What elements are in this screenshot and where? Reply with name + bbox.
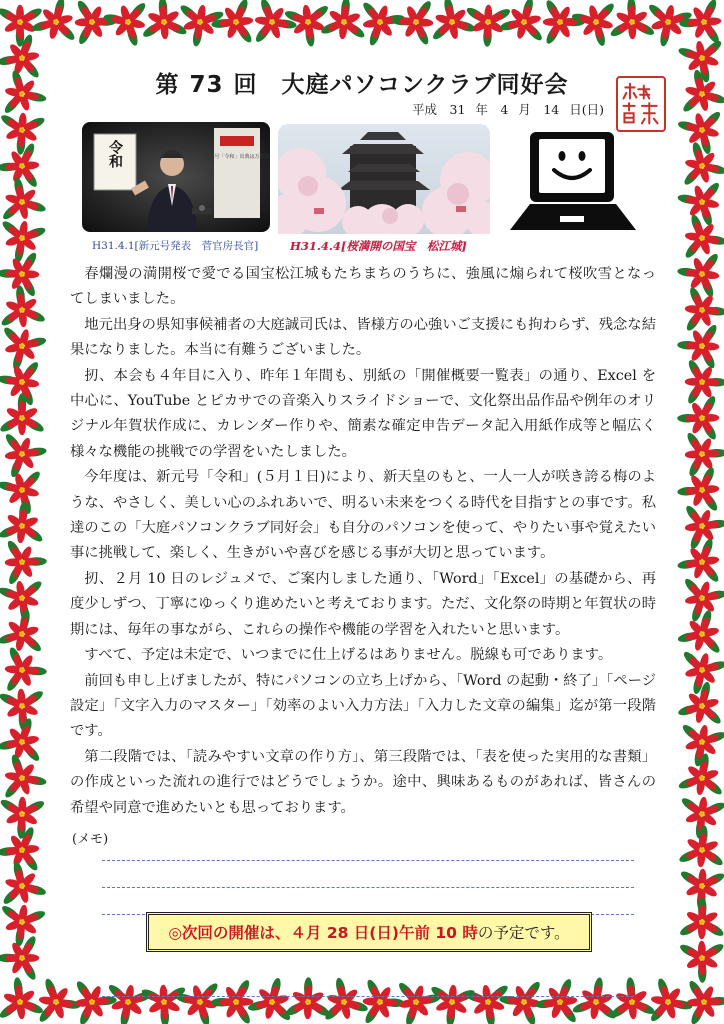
poinsettia-flower [677,868,724,912]
poinsettia-flower [73,976,119,1024]
poinsettia-flower [0,713,56,776]
poinsettia-flower [673,312,724,373]
paragraph: 今年度は、新元号「令和」(５月１日)により、新天皇のもと、一人一人が咲き誇る梅のような、やさしく、美しい心のふれあいで、明るい未来をつくる時代を目指すとの事です。私達のこの「大庭パソコンクラブ同好会」も自分のパソコンを使って、やりたい事や覚えたい事に挑戦して、楽しく、生きがいや喜びを感じる事が大切と思っています。 [70,469,656,562]
poinsettia-flower [316,0,378,56]
poinsettia-flower [0,207,53,266]
poinsettia-flower [390,0,435,47]
poinsettia-flower [668,210,724,272]
poinsettia-flower [0,5,44,47]
poinsettia-flower [676,750,724,799]
poinsettia-flower [25,970,84,1024]
poinsettia-flower [674,530,724,586]
poinsettia-flower [0,141,41,191]
poinsettia-flower [598,973,659,1024]
paragraph: 春爛漫の満開桜で愛でる国宝松江城もたちまちのうちに、強風に煽られて桜吹雪となってしまいました。 [70,266,656,308]
poinsettia-flower [686,977,724,1024]
poinsettia-flower [673,647,724,700]
notice-suffix: の予定です。 [477,924,570,942]
photo1-caption: H31.4.1[新元号発表 菅官房長官] [92,240,259,252]
memo-line [102,887,634,888]
poinsettia-flower [0,606,46,664]
poinsettia-flower [675,465,721,516]
photo2-caption: H31.4.4[桜満開の国宝 松江城] [290,239,467,253]
memo-line [102,996,634,997]
poinsettia-flower [347,975,409,1024]
poinsettia-flower [674,178,724,233]
poinsettia-flower [0,111,47,156]
poinsettia-flower [0,637,51,695]
poinsettia-flower [675,248,722,300]
poinsettia-flower [673,96,724,159]
notice-prefix: ◎次回の開催は、 [168,924,291,942]
poinsettia-flower [100,981,154,1024]
poinsettia-flower [0,902,48,950]
paragraph: 地元出身の県知事候補者の大庭誠司氏は、皆様方の心強いご支援にも拘わらず、残念な結果になりました。本当に有難うございました。 [70,316,656,359]
poinsettia-flower [673,605,724,668]
poinsettia-flower [462,0,521,51]
poinsettia-flower [670,428,724,487]
poinsettia-flower [566,0,618,49]
title-prefix: 第 [155,72,180,98]
poinsettia-flower [424,0,479,44]
poinsettia-flower [0,859,52,916]
poinsettia-flower [280,0,342,51]
paragraph: 第二段階では、「読みやすい文章の作り方」、第三段階では、「表を使った実用的な書類」の作成といった流れの進行ではどうでしょうか。途中、興味あるものがあれば、皆さんの希望や同意で進めたいとも思っております。 [70,748,656,816]
issue-date: 平成 31 年 4 月 14 日(日) [412,102,604,117]
poinsettia-flower [669,925,724,987]
memo-line [102,860,634,861]
poinsettia-flower [26,0,79,51]
svg-text:令和: 令和 [107,140,123,168]
poinsettia-flower [4,538,48,587]
poinsettia-flower [675,0,724,56]
poinsettia-flower [681,570,724,624]
next-meeting-notice [146,912,592,952]
poinsettia-flower [673,391,724,451]
smiling-laptop-icon [506,126,640,238]
poinsettia-flower [532,970,592,1024]
poinsettia-flower [0,934,39,981]
poinsettia-flower [284,977,332,1020]
poinsettia-flower [426,970,484,1024]
poinsettia-flower [608,0,657,40]
poinsettia-flower [0,281,50,344]
poinsettia-flower [0,577,49,627]
poinsettia-flower [644,0,698,50]
poinsettia-flower [674,821,724,884]
title-suffix: 回 大庭パソコンクラブ同好会 [233,72,569,98]
poinsettia-flower [0,781,49,843]
poinsettia-flower [242,975,295,1024]
poinsettia-flower [173,1,227,51]
paragraph: すべて、予定は未定で、いつまでに仕上げるはありません。脱線も可であります。 [84,647,613,664]
poinsettia-flower [684,358,724,406]
notice-date: ４月 28 日(日)午前 10 時 [290,924,478,942]
poinsettia-flower [0,673,56,736]
poinsettia-flower [0,750,51,812]
poinsettia-flower [462,981,515,1024]
poinsettia-flower [59,0,121,49]
poinsettia-flower [669,893,724,955]
paragraph: 前回も申し上げましたが、特にパソコンの立ち上げから、「Word の起動・終了」「ページ設定」「文字入力のマスター」「効率のよい入力方法」「入力した文章の編集」迄が第一段階です。 [70,672,656,740]
poinsettia-flower [677,783,724,843]
poinsettia-flower [638,971,696,1024]
poinsettia-flower [527,0,589,55]
poinsettia-flower [0,429,50,486]
paragraph: 扨、本会も４年目に入り、昨年１年間も、別紙の「開催概要一覧表」の通り、Excel を中心に、YouTube とピカサでの音楽入りスライドショーで、文化祭出品作品や例年のオリジナル年賀状作成に、カレンダー作りや、簡素な確定申告データ記入用紙作成等と幅広く様々な機能の挑戦での学習をいたしました。 [70,367,656,460]
poinsettia-flower [668,492,724,554]
poinsettia-flower [495,0,558,56]
poinsettia-flower [0,389,55,451]
poinsettia-flower [680,139,724,194]
svg-text:新元号「令和」出典は万葉集: 新元号「令和」出典は万葉集 [204,154,270,160]
new-era-announcement-photo [82,122,270,232]
poinsettia-flower [0,248,54,307]
poinsettia-flower [241,0,300,47]
poinsettia-flower [568,973,630,1024]
matsue-castle-photo [278,124,490,234]
poinsettia-flower [0,973,48,1024]
poinsettia-flower [207,975,269,1024]
poinsettia-flower [670,278,724,336]
poinsettia-flower [0,461,44,517]
poinsettia-flower [671,678,724,735]
poinsettia-flower [209,0,256,48]
poinsettia-flower [349,0,408,53]
newsletter-body [70,262,656,821]
memo-label: (メモ) [72,832,109,847]
poinsettia-flower [138,0,196,54]
poinsettia-flower [99,0,162,51]
poinsettia-flower [497,976,544,1024]
name-seal-stamp [616,76,666,132]
poinsettia-flower [0,348,56,410]
poinsettia-flower [0,818,54,876]
poinsettia-flower [0,499,48,546]
poinsettia-flower [0,312,51,375]
poinsettia-flower [321,974,375,1024]
meeting-number: 73 [189,72,224,98]
paragraph: 扨、２月 10 日のレジュメで、ご案内しました通り、「Word」「Excel」の基礎から、再度少しずつ、丁寧にゆっくり進めたいと考えております。ただ、文化祭の時期と年賀状の時期には、毎年の事ながら、これらの操作や機能の学習を入れたいと思います。 [70,570,656,638]
poinsettia-flower [0,173,49,224]
poinsettia-flower [668,708,724,771]
